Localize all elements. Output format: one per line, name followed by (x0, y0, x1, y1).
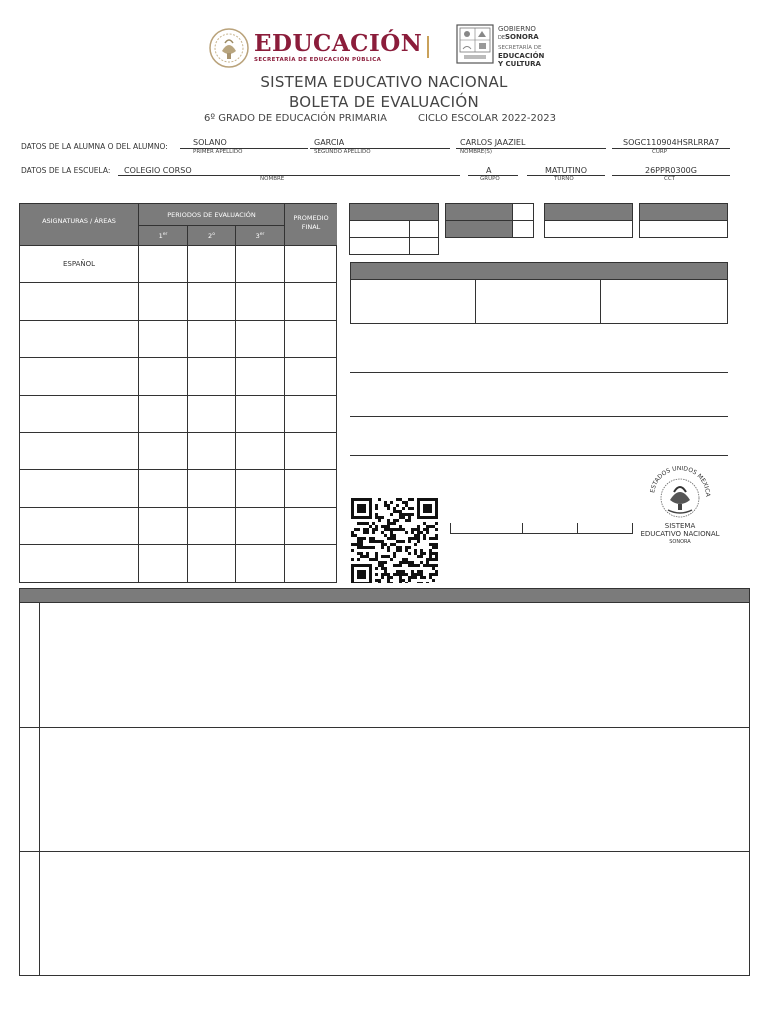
grade-cell[interactable] (236, 283, 285, 320)
education-logo-title: EDUCACIÓN (254, 30, 423, 57)
grade-cell[interactable] (236, 246, 285, 283)
seal-line2: EDUCATIVO NACIONAL (640, 530, 720, 538)
box-e-cell-1[interactable] (350, 279, 476, 324)
qr-code (350, 498, 440, 583)
grade-cell[interactable] (188, 321, 236, 358)
student-data-label: DATOS DE LA ALUMNA O DEL ALUMNO: (21, 142, 168, 151)
grade-cell[interactable] (236, 545, 285, 582)
period-2-suffix: o (212, 232, 215, 237)
subject-cell (20, 358, 139, 395)
final-average-cell[interactable] (285, 321, 337, 358)
grade-cell[interactable] (236, 396, 285, 433)
period-2-number: 2 (208, 232, 213, 241)
document-title: SISTEMA EDUCATIVO NACIONAL (260, 73, 508, 91)
subject-cell (20, 396, 139, 433)
curp-caption: CURP (652, 149, 668, 155)
final-average-header (285, 204, 337, 246)
education-logo-subtitle: SECRETARÍA DE EDUCACIÓN PÚBLICA (254, 57, 382, 63)
sonora-line4: EDUCACIÓN (498, 52, 545, 60)
sonora-line5: Y CULTURA (498, 60, 541, 68)
sonora-line2 (498, 33, 544, 42)
grade-cell[interactable] (139, 545, 188, 582)
sonora-line3: SECRETARÍA DE (498, 45, 542, 51)
shift-value: MATUTINO (545, 166, 588, 175)
subjects-header-label: ASIGNATURAS / ÁREAS (42, 217, 116, 225)
grade-cell[interactable] (188, 433, 236, 470)
observations-cell-2[interactable] (40, 728, 749, 850)
subject-cell (20, 508, 139, 545)
periods-header (139, 204, 285, 226)
sonora-line2-name: SONORA (505, 33, 539, 41)
grade-cell[interactable] (139, 508, 188, 545)
final-average-cell[interactable] (285, 545, 337, 582)
grade-cell[interactable] (139, 433, 188, 470)
box-a-cell-1[interactable] (349, 220, 410, 238)
period-3-header (236, 226, 285, 246)
date-tick-1 (450, 523, 451, 534)
box-b-cell-1[interactable] (512, 203, 534, 221)
box-e-cell-2[interactable] (475, 279, 601, 324)
subject-cell (20, 433, 139, 470)
sep-emblem (208, 27, 250, 69)
grade-cell[interactable] (236, 470, 285, 507)
grade-cell[interactable] (188, 283, 236, 320)
seal-line3: SONORA (669, 539, 691, 545)
grade-cell[interactable] (139, 283, 188, 320)
grade-cell[interactable] (139, 321, 188, 358)
period-1-header (139, 226, 188, 246)
signature-line-1 (350, 372, 728, 373)
subject-name: ESPAÑOL (62, 260, 96, 268)
period-1-label (139, 232, 187, 240)
box-a-header (349, 203, 439, 221)
group-value: A (486, 166, 492, 175)
seal-line1: SISTEMA (664, 522, 696, 530)
observations-cell-1[interactable] (40, 604, 749, 726)
box-e-cell-3[interactable] (600, 279, 728, 324)
grade-cell[interactable] (188, 508, 236, 545)
box-c-cell[interactable] (544, 220, 633, 238)
subject-cell (20, 246, 139, 283)
cct-value: 26PPR0300G (645, 166, 697, 175)
curp-value: SOGC110904HSRLRRA7 (623, 138, 720, 147)
school-name-value: COLEGIO CORSO (124, 166, 192, 175)
grade-cell[interactable] (139, 470, 188, 507)
grade-cell[interactable] (188, 470, 236, 507)
sonora-line1: GOBIERNO (498, 25, 536, 33)
school-name-caption: NOMBRE (260, 176, 285, 182)
grades-table (19, 203, 337, 583)
grade-cell[interactable] (139, 396, 188, 433)
box-e-header (350, 262, 728, 280)
box-b-cell-2[interactable] (512, 220, 534, 238)
sonora-emblem (456, 24, 494, 64)
final-average-label: PROMEDIO FINAL (293, 214, 329, 231)
subject-cell (20, 321, 139, 358)
period-2-label (188, 232, 235, 240)
grade-cell[interactable] (188, 396, 236, 433)
signature-line-3 (350, 455, 728, 456)
grade-cell[interactable] (188, 246, 236, 283)
box-a-cell-4[interactable] (409, 237, 439, 255)
grade-cell[interactable] (188, 545, 236, 582)
final-average-cell[interactable] (285, 433, 337, 470)
cct-caption: CCT (664, 176, 676, 182)
shift-caption: TURNO (554, 176, 574, 182)
second-surname-value: GARCIA (314, 138, 345, 147)
sonora-line2-prefix: DE (498, 35, 506, 41)
observations-header (20, 589, 749, 603)
final-average-cell[interactable] (285, 470, 337, 507)
subjects-header (20, 204, 139, 246)
group-caption: GRUPO (480, 176, 500, 182)
second-surname-caption: SEGUNDO APELLIDO (314, 149, 371, 155)
subject-cell (20, 470, 139, 507)
final-average-cell[interactable] (285, 358, 337, 395)
first-surname-caption: PRIMER APELLIDO (193, 149, 243, 155)
curp-line (612, 148, 730, 149)
document-subtitle: BOLETA DE EVALUACIÓN (288, 93, 480, 111)
national-seal (646, 466, 714, 524)
box-b-subheader (445, 220, 513, 238)
observations-cell-3[interactable] (40, 852, 749, 974)
final-average-cell[interactable] (285, 283, 337, 320)
box-b-header (445, 203, 513, 221)
logo-divider (427, 36, 429, 58)
box-a-cell-2[interactable] (409, 220, 439, 238)
box-d-header (639, 203, 728, 221)
date-tick-2 (522, 523, 523, 534)
cycle-label: CICLO ESCOLAR 2022-2023 (418, 113, 556, 124)
subject-cell (20, 283, 139, 320)
signature-line-2 (350, 416, 728, 417)
grade-label: 6º GRADO DE EDUCACIÓN PRIMARIA (204, 113, 387, 124)
period-3-number: 3 (255, 232, 260, 241)
observations-table (19, 588, 750, 976)
final-average-cell[interactable] (285, 246, 337, 283)
first-surname-value: SOLANO (193, 138, 227, 147)
grade-cell[interactable] (188, 358, 236, 395)
final-average-cell[interactable] (285, 508, 337, 545)
subject-cell (20, 545, 139, 582)
grade-cell[interactable] (139, 246, 188, 283)
school-data-label: DATOS DE LA ESCUELA: (21, 166, 111, 175)
date-tick-3 (577, 523, 578, 534)
period-3-label (236, 232, 284, 240)
period-1-suffix: er (162, 232, 168, 237)
period-1-number: 1 (158, 232, 163, 241)
grade-cell[interactable] (139, 358, 188, 395)
periods-header-label: PERIODOS DE EVALUACIÓN (167, 211, 256, 219)
seal-ring-text: ESTADOS UNIDOS MEXICA (649, 466, 712, 497)
box-a-cell-3[interactable] (349, 237, 410, 255)
names-value: CARLOS JAAZIEL (460, 138, 526, 147)
period-2-header (188, 226, 236, 246)
box-d-cell[interactable] (639, 220, 728, 238)
grade-cell[interactable] (236, 508, 285, 545)
grade-cell[interactable] (236, 321, 285, 358)
final-average-cell[interactable] (285, 396, 337, 433)
seal-caption (632, 522, 728, 546)
date-line (450, 533, 633, 534)
names-caption: NOMBRE(S) (460, 149, 493, 155)
box-c-header (544, 203, 633, 221)
sonora-logo-text (498, 25, 544, 68)
period-3-suffix: er (259, 232, 265, 237)
school-name-line (118, 175, 460, 176)
grade-cell[interactable] (236, 433, 285, 470)
grade-cell[interactable] (236, 358, 285, 395)
